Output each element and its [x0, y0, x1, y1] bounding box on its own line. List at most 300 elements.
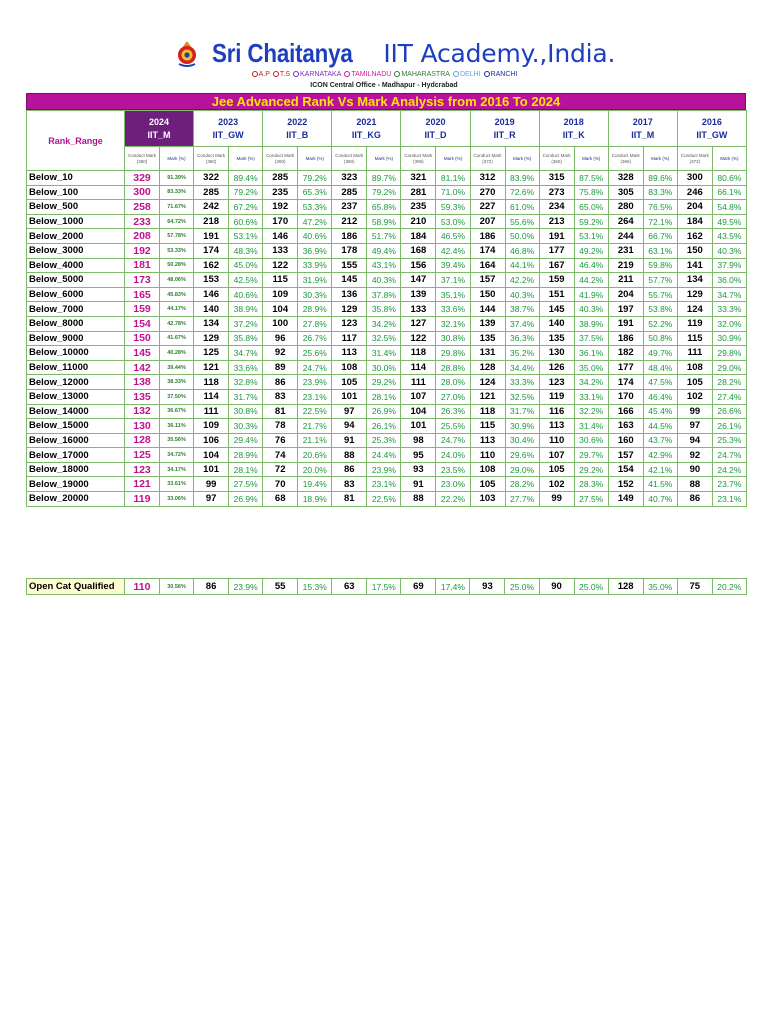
percent-cell: 83.3%	[643, 185, 677, 200]
mark-cell: 92	[263, 346, 298, 361]
mark-cell: 145	[125, 346, 160, 361]
brand-suffix: IIT Academy.,India.	[375, 39, 616, 68]
percent-cell: 51.7%	[367, 229, 401, 244]
table-row	[27, 492, 747, 507]
percent-cell: 46.4%	[643, 389, 677, 404]
percent-cell: 22.5%	[367, 492, 401, 507]
mark-cell: 191	[608, 316, 643, 331]
percent-cell: 36.3%	[505, 331, 539, 346]
mark-cell: 210	[401, 214, 436, 229]
mark-cell: 115	[677, 331, 712, 346]
mark-percent-header: Mark (%)	[505, 147, 539, 171]
rank-range-label: Below_16000	[27, 433, 125, 448]
mark-cell: 113	[539, 419, 574, 434]
mark-cell: 182	[608, 346, 643, 361]
percent-cell: 50.28%	[160, 258, 194, 273]
percent-cell: 66.7%	[643, 229, 677, 244]
percent-cell: 50.8%	[643, 331, 677, 346]
percent-cell: 34.4%	[505, 360, 539, 375]
mark-cell: 146	[263, 229, 298, 244]
mark-cell: 110	[125, 579, 160, 595]
percent-cell: 67.2%	[229, 200, 263, 215]
mark-cell: 151	[539, 287, 574, 302]
percent-cell: 33.6%	[229, 360, 263, 375]
mark-cell: 231	[608, 243, 643, 258]
percent-cell: 27.5%	[229, 477, 263, 492]
mark-cell: 273	[539, 185, 574, 200]
table-row	[27, 171, 747, 186]
state-ap	[251, 71, 270, 78]
percent-cell: 34.17%	[160, 462, 194, 477]
rank-range-label: Below_10	[27, 171, 125, 186]
mark-cell: 165	[125, 287, 160, 302]
mark-cell: 74	[263, 448, 298, 463]
table-row	[27, 462, 747, 477]
percent-cell: 40.6%	[229, 287, 263, 302]
iit-category: IIT_R	[493, 130, 516, 140]
percent-cell: 40.6%	[298, 229, 332, 244]
table-row	[27, 229, 747, 244]
mark-cell: 174	[470, 243, 505, 258]
brand-name: Sri Chaitanya	[212, 38, 353, 68]
mark-cell: 136	[332, 287, 367, 302]
rank-range-label: Below_11000	[27, 360, 125, 375]
iit-category: IIT_M	[147, 130, 171, 140]
rank-range-header: Rank_Range	[27, 111, 125, 171]
percent-cell: 29.8%	[436, 346, 470, 361]
mark-percent-header: Mark (%)	[298, 147, 332, 171]
mark-cell: 166	[608, 404, 643, 419]
percent-cell: 33.06%	[160, 492, 194, 507]
subheader-row	[27, 147, 747, 171]
percent-cell: 25.3%	[712, 433, 746, 448]
mark-cell: 104	[401, 404, 436, 419]
percent-cell: 89.4%	[229, 171, 263, 186]
table-row	[27, 243, 747, 258]
percent-cell: 40.28%	[160, 346, 194, 361]
year-label: 2016	[701, 117, 722, 127]
mark-cell: 107	[539, 448, 574, 463]
year-label: 2021	[356, 117, 377, 127]
mark-cell: 156	[401, 258, 436, 273]
mark-cell: 235	[401, 200, 436, 215]
mark-cell: 174	[194, 243, 229, 258]
mark-cell: 96	[263, 331, 298, 346]
bullet-icon	[273, 71, 279, 77]
mark-cell: 258	[125, 200, 160, 215]
rank-range-label: Below_15000	[27, 419, 125, 434]
mark-cell: 124	[677, 302, 712, 317]
mark-cell: 133	[401, 302, 436, 317]
mark-cell: 90	[677, 462, 712, 477]
mark-cell: 123	[332, 316, 367, 331]
mark-cell: 246	[677, 185, 712, 200]
mark-cell: 113	[332, 346, 367, 361]
mark-cell: 111	[401, 375, 436, 390]
state-label: TAMILNADU	[351, 71, 392, 78]
rank-range-label: Below_3000	[27, 243, 125, 258]
mark-cell: 178	[332, 243, 367, 258]
percent-cell: 49.7%	[643, 346, 677, 361]
mark-cell: 63	[332, 579, 367, 595]
iit-category: IIT_M	[631, 130, 655, 140]
percent-cell: 32.5%	[505, 389, 539, 404]
percent-cell: 49.2%	[574, 243, 608, 258]
percent-cell: 60.6%	[229, 214, 263, 229]
rank-range-label: Below_14000	[27, 404, 125, 419]
percent-cell: 33.6%	[436, 302, 470, 317]
percent-cell: 35.56%	[160, 433, 194, 448]
table-row	[27, 273, 747, 288]
table-row	[27, 404, 747, 419]
mark-cell: 78	[263, 419, 298, 434]
percent-cell: 38.9%	[574, 316, 608, 331]
percent-cell: 37.2%	[229, 316, 263, 331]
conduct-mark-header: Conduct Mark (360)	[332, 147, 367, 171]
percent-cell: 17.4%	[436, 579, 470, 595]
year-label: 2019	[494, 117, 515, 127]
mark-percent-header: Mark (%)	[436, 147, 470, 171]
mark-cell: 135	[539, 331, 574, 346]
mark-cell: 168	[401, 243, 436, 258]
table-row	[27, 433, 747, 448]
percent-cell: 20.0%	[298, 462, 332, 477]
percent-cell: 28.2%	[505, 477, 539, 492]
mark-cell: 125	[125, 448, 160, 463]
state-ranchi	[483, 71, 518, 78]
percent-cell: 26.6%	[712, 404, 746, 419]
percent-cell: 20.2%	[712, 579, 746, 595]
mark-cell: 55	[263, 579, 298, 595]
state-tamilnadu	[343, 71, 391, 78]
percent-cell: 83.9%	[505, 171, 539, 186]
mark-cell: 104	[194, 448, 229, 463]
percent-cell: 27.7%	[505, 492, 539, 507]
mark-cell: 141	[677, 258, 712, 273]
percent-cell: 23.7%	[712, 477, 746, 492]
mark-cell: 186	[470, 229, 505, 244]
percent-cell: 34.7%	[712, 287, 746, 302]
mark-cell: 212	[332, 214, 367, 229]
mark-cell: 133	[263, 243, 298, 258]
percent-cell: 72.6%	[505, 185, 539, 200]
mark-cell: 125	[194, 346, 229, 361]
mark-cell: 208	[125, 229, 160, 244]
mark-cell: 130	[539, 346, 574, 361]
percent-cell: 33.3%	[712, 302, 746, 317]
percent-cell: 91.39%	[160, 171, 194, 186]
percent-cell: 30.9%	[505, 419, 539, 434]
mark-cell: 170	[608, 389, 643, 404]
mark-cell: 76	[263, 433, 298, 448]
mark-cell: 99	[194, 477, 229, 492]
mark-cell: 109	[263, 287, 298, 302]
mark-cell: 155	[332, 258, 367, 273]
year-header-row	[27, 111, 747, 147]
percent-cell: 38.7%	[505, 302, 539, 317]
percent-cell: 79.2%	[229, 185, 263, 200]
percent-cell: 44.17%	[160, 302, 194, 317]
percent-cell: 43.1%	[367, 258, 401, 273]
mark-cell: 118	[401, 346, 436, 361]
mark-cell: 91	[332, 433, 367, 448]
table-row	[27, 448, 747, 463]
mark-cell: 68	[263, 492, 298, 507]
percent-cell: 71.0%	[436, 185, 470, 200]
percent-cell: 29.0%	[505, 462, 539, 477]
percent-cell: 45.0%	[229, 258, 263, 273]
mark-cell: 132	[125, 404, 160, 419]
mark-cell: 305	[608, 185, 643, 200]
percent-cell: 71.67%	[160, 200, 194, 215]
iit-category: IIT_B	[286, 130, 309, 140]
page-title: Jee Advanced Rank Vs Mark Analysis from 2016 To 2024	[26, 93, 746, 110]
mark-cell: 101	[401, 419, 436, 434]
percent-cell: 89.6%	[643, 171, 677, 186]
mark-cell: 191	[539, 229, 574, 244]
percent-cell: 28.9%	[298, 302, 332, 317]
mark-cell: 207	[470, 214, 505, 229]
mark-cell: 94	[677, 433, 712, 448]
year-header-2017	[608, 111, 677, 147]
percent-cell: 23.9%	[367, 462, 401, 477]
mark-cell: 75	[677, 579, 712, 595]
mark-cell: 159	[125, 302, 160, 317]
percent-cell: 65.3%	[298, 185, 332, 200]
year-label: 2022	[287, 117, 308, 127]
mark-cell: 102	[539, 477, 574, 492]
mark-cell: 121	[194, 360, 229, 375]
mark-cell: 139	[470, 316, 505, 331]
conduct-mark-header: Conduct Mark (366)	[608, 147, 643, 171]
mark-cell: 235	[263, 185, 298, 200]
state-karnataka	[292, 71, 341, 78]
mark-cell: 97	[194, 492, 229, 507]
percent-cell: 35.8%	[367, 302, 401, 317]
mark-cell: 329	[125, 171, 160, 186]
mark-percent-header: Mark (%)	[574, 147, 608, 171]
percent-cell: 48.3%	[229, 243, 263, 258]
mark-cell: 99	[539, 492, 574, 507]
mark-cell: 150	[125, 331, 160, 346]
table-row	[27, 419, 747, 434]
percent-cell: 54.8%	[712, 200, 746, 215]
mark-cell: 86	[194, 579, 229, 595]
mark-cell: 242	[194, 200, 229, 215]
percent-cell: 23.0%	[436, 477, 470, 492]
percent-cell: 45.83%	[160, 287, 194, 302]
mark-cell: 97	[332, 404, 367, 419]
rank-range-label: Below_20000	[27, 492, 125, 507]
percent-cell: 32.1%	[436, 316, 470, 331]
mark-cell: 170	[263, 214, 298, 229]
mark-cell: 154	[608, 462, 643, 477]
percent-cell: 33.1%	[574, 389, 608, 404]
mark-cell: 159	[539, 273, 574, 288]
percent-cell: 38.9%	[229, 302, 263, 317]
mark-cell: 152	[608, 477, 643, 492]
percent-cell: 49.5%	[712, 214, 746, 229]
mark-cell: 128	[608, 579, 643, 595]
percent-cell: 27.5%	[574, 492, 608, 507]
mark-cell: 204	[608, 287, 643, 302]
mark-cell: 83	[332, 477, 367, 492]
state-label: A.P	[258, 71, 270, 78]
percent-cell: 36.0%	[712, 273, 746, 288]
mark-cell: 128	[470, 360, 505, 375]
mark-cell: 315	[539, 171, 574, 186]
bullet-icon	[484, 71, 490, 77]
percent-cell: 64.72%	[160, 214, 194, 229]
mark-cell: 146	[194, 287, 229, 302]
mark-cell: 88	[332, 448, 367, 463]
mark-cell: 150	[470, 287, 505, 302]
mark-cell: 123	[539, 375, 574, 390]
percent-cell: 34.7%	[229, 346, 263, 361]
percent-cell: 30.4%	[505, 433, 539, 448]
percent-cell: 41.9%	[574, 287, 608, 302]
open-cat-table	[26, 578, 747, 595]
percent-cell: 49.4%	[367, 243, 401, 258]
percent-cell: 20.6%	[298, 448, 332, 463]
mark-cell: 322	[194, 171, 229, 186]
rank-range-label: Below_9000	[27, 331, 125, 346]
percent-cell: 35.1%	[436, 287, 470, 302]
percent-cell: 29.0%	[712, 360, 746, 375]
rank-range-label: Below_12000	[27, 375, 125, 390]
conduct-mark-header: Conduct Mark (360)	[539, 147, 574, 171]
percent-cell: 30.3%	[229, 419, 263, 434]
mark-cell: 86	[263, 375, 298, 390]
percent-cell: 79.2%	[298, 171, 332, 186]
percent-cell: 59.3%	[436, 200, 470, 215]
percent-cell: 18.9%	[298, 492, 332, 507]
state-label: T.S	[279, 71, 290, 78]
percent-cell: 24.7%	[712, 448, 746, 463]
percent-cell: 23.9%	[229, 579, 263, 595]
mark-cell: 72	[263, 462, 298, 477]
mark-cell: 280	[608, 200, 643, 215]
percent-cell: 53.3%	[298, 200, 332, 215]
percent-cell: 42.4%	[436, 243, 470, 258]
brand-title	[212, 38, 615, 69]
mark-cell: 164	[470, 258, 505, 273]
rank-range-label: Below_7000	[27, 302, 125, 317]
percent-cell: 59.2%	[574, 214, 608, 229]
percent-cell: 28.1%	[229, 462, 263, 477]
percent-cell: 17.5%	[367, 579, 401, 595]
state-label: RANCHI	[490, 71, 518, 78]
percent-cell: 26.3%	[436, 404, 470, 419]
percent-cell: 53.1%	[229, 229, 263, 244]
percent-cell: 27.4%	[712, 389, 746, 404]
mark-cell: 131	[470, 346, 505, 361]
mark-cell: 174	[608, 375, 643, 390]
percent-cell: 33.3%	[505, 375, 539, 390]
percent-cell: 26.9%	[229, 492, 263, 507]
percent-cell: 63.1%	[643, 243, 677, 258]
percent-cell: 27.8%	[298, 316, 332, 331]
rank-range-label: Below_6000	[27, 287, 125, 302]
mark-cell: 162	[677, 229, 712, 244]
percent-cell: 29.7%	[574, 448, 608, 463]
percent-cell: 59.8%	[643, 258, 677, 273]
percent-cell: 26.7%	[298, 331, 332, 346]
mark-cell: 118	[470, 404, 505, 419]
mark-cell: 160	[608, 433, 643, 448]
mark-cell: 105	[470, 477, 505, 492]
percent-cell: 65.0%	[574, 200, 608, 215]
mark-cell: 86	[332, 462, 367, 477]
percent-cell: 53.33%	[160, 243, 194, 258]
mark-cell: 192	[125, 243, 160, 258]
percent-cell: 35.8%	[229, 331, 263, 346]
percent-cell: 42.9%	[643, 448, 677, 463]
percent-cell: 50.0%	[505, 229, 539, 244]
mark-cell: 108	[677, 360, 712, 375]
open-cat-row	[27, 579, 747, 595]
mark-cell: 124	[470, 375, 505, 390]
mark-cell: 92	[677, 448, 712, 463]
mark-cell: 101	[194, 462, 229, 477]
mark-cell: 103	[470, 492, 505, 507]
mark-cell: 81	[332, 492, 367, 507]
percent-cell: 81.1%	[436, 171, 470, 186]
mark-cell: 142	[125, 360, 160, 375]
mark-cell: 285	[263, 171, 298, 186]
mark-cell: 177	[539, 243, 574, 258]
percent-cell: 28.3%	[574, 477, 608, 492]
mark-cell: 312	[470, 171, 505, 186]
percent-cell: 25.0%	[574, 579, 608, 595]
mark-cell: 106	[194, 433, 229, 448]
mark-cell: 186	[608, 331, 643, 346]
mark-cell: 163	[608, 419, 643, 434]
table-row	[27, 214, 747, 229]
mark-cell: 88	[401, 492, 436, 507]
percent-cell: 40.3%	[712, 243, 746, 258]
percent-cell: 57.7%	[643, 273, 677, 288]
mark-cell: 117	[332, 331, 367, 346]
mark-cell: 138	[125, 375, 160, 390]
percent-cell: 37.8%	[367, 287, 401, 302]
percent-cell: 28.9%	[229, 448, 263, 463]
percent-cell: 55.7%	[643, 287, 677, 302]
percent-cell: 43.7%	[643, 433, 677, 448]
mark-cell: 184	[401, 229, 436, 244]
percent-cell: 22.5%	[298, 404, 332, 419]
percent-cell: 29.8%	[712, 346, 746, 361]
conduct-mark-header: Conduct Mark (396)	[401, 147, 436, 171]
rank-range-label: Below_10000	[27, 346, 125, 361]
percent-cell: 23.1%	[298, 389, 332, 404]
mark-cell: 119	[539, 389, 574, 404]
percent-cell: 29.4%	[229, 433, 263, 448]
year-header-2022	[263, 111, 332, 147]
mark-cell: 149	[608, 492, 643, 507]
rank-mark-table	[26, 110, 747, 507]
percent-cell: 41.5%	[643, 477, 677, 492]
mark-cell: 129	[677, 287, 712, 302]
percent-cell: 21.7%	[298, 419, 332, 434]
percent-cell: 35.2%	[505, 346, 539, 361]
mark-cell: 121	[470, 389, 505, 404]
mark-cell: 233	[125, 214, 160, 229]
percent-cell: 39.4%	[436, 258, 470, 273]
mark-cell: 135	[125, 389, 160, 404]
percent-cell: 25.5%	[436, 419, 470, 434]
year-header-2019	[470, 111, 539, 147]
